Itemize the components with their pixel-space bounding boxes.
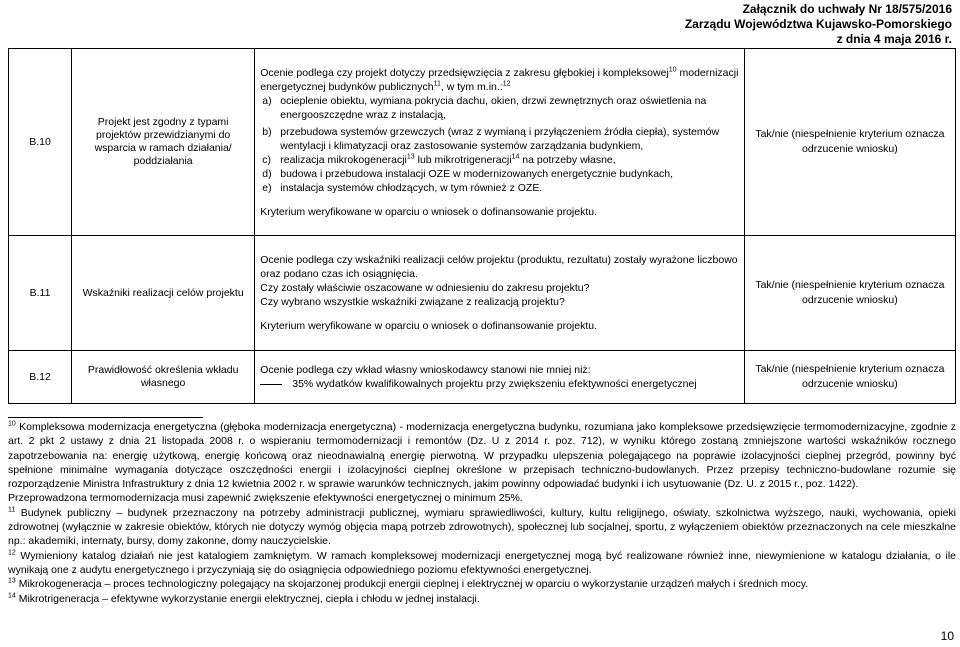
list-text: instalacja systemów chłodzących, w tym również z OZE.: [280, 181, 543, 194]
list-text: lub mikrotrigeneracji: [414, 153, 512, 166]
description-line: Ocenie podlega czy wkład własny wnioskodawcy stanowi nie mniej niż:: [260, 364, 591, 376]
criterion-description: [255, 351, 745, 404]
footnote-number: 10: [8, 420, 16, 428]
footnote-ref: 14: [511, 153, 520, 160]
intro-text: Ocenie podlega czy projekt dotyczy przedsięwzięcia z zakresu głębokiej i kompleksowej: [260, 66, 669, 79]
criterion-name: Projekt jest zgodny z typami projektów przewidzianymi do wsparcia w ramach działania/ poddziałania: [72, 49, 255, 236]
page-number: 10: [940, 629, 954, 643]
list-text: przebudowa systemów grzewczych (wraz z wymianą i przyłączeniem źródła ciepła), systemów wentylacji i klimatyzacji oraz zastosowanie systemów zarządzania budynkiem,: [280, 125, 720, 152]
table-row: [9, 49, 956, 236]
footnote-text: Kompleksowa modernizacja energetyczna (głęboka modernizacja energetyczna) - modernizacja energetyczna budynku, rozumiana jako kompleksowe przedsięwzięcie termomodernizacyjne, zgodnie z art. 2 pkt 2 ustawy z dnia 21 listopada 2008 r. o wspieraniu termomodernizacji i remontów (Dz. U z 2014 r. poz. 712), w wyniku którego zostaną zmniejszone wartości wskaźników rocznego zapotrzebowania na: energię użytkową, energię końcową oraz nieodnawialną energię pierwotną. W przypadku ulepszenia polegającego na poprawie izolacyjności cieplnej przegród, powinny być spełnione minimalne wymagania dotyczące oszczędności energii i izolacyjności cieplnej określone w przepisach techniczno-budowlanych. Przez przepisy techniczno-budowlane rozumie się rozporządzenie Ministra Infrastruktury z dnia 12 kwietnia 2002 r. w sprawie warunków technicznych, jakim powinny odpowiadać budynki i ich usytuowanie (Dz. U. z 2015 r., poz. 1422).: [8, 421, 956, 491]
list-text: realizacja mikrokogeneracji: [280, 153, 407, 166]
criterion-verdict: Tak/nie (niespełnienie kryterium oznacza odrzucenie wniosku): [744, 351, 955, 404]
scope-list: [260, 94, 739, 195]
table-row: [9, 351, 956, 404]
list-item: [260, 167, 739, 181]
list-text: ocieplenie obiektu, wymiana pokrycia dachu, okien, drzwi zewnętrznych oraz oświetlenia na energooszczędne wraz z instalacją,: [280, 94, 707, 121]
criterion-description: [255, 49, 745, 236]
header-line-1: Załącznik do uchwały Nr 18/575/2016: [742, 2, 952, 16]
list-item: [260, 181, 739, 195]
list-label: b): [262, 125, 272, 138]
footnote-ref: 12: [502, 80, 511, 87]
list-label: a): [262, 94, 272, 107]
footnotes: [8, 420, 956, 606]
criterion-verdict: Tak/nie (niespełnienie kryterium oznacza odrzucenie wniosku): [744, 49, 955, 236]
footnote-10-extra: Przeprowadzona termomodernizacja musi zapewnić zwiększenie efektywności energetycznej o minimum 25%.: [8, 492, 523, 505]
description-line: Ocenie podlega czy wskaźniki realizacji celów projektu (produktu, rezultatu) zostały wyrażone liczbowo oraz podano czas ich osiągnięcia.: [260, 254, 738, 280]
description-line: Czy wybrano wszystkie wskaźniki związane z realizacją projektu?: [260, 296, 565, 308]
footnote-ref: 10: [668, 66, 677, 73]
bullet-text: 35% wydatków kwalifikowalnych projektu przy zwiększeniu efektywności energetycznej: [292, 378, 697, 390]
list-item: [260, 125, 739, 153]
footnote-10: [8, 420, 956, 491]
list-label: c): [262, 153, 271, 166]
header-line-2: Zarządu Województwa Kujawsko-Pomorskiego: [684, 17, 952, 31]
bullet-line: [260, 377, 739, 391]
criterion-code: B.10: [9, 49, 72, 236]
intro-text: modernizacji energetycznej budynków publicznych: [260, 66, 739, 93]
criterion-description: [255, 236, 745, 351]
footnote-12: [8, 549, 956, 578]
list-text: budowa i przebudowa instalacji OZE w modernizowanych energetycznie budynkach,: [280, 167, 674, 180]
criteria-table: [8, 48, 956, 404]
footnote-number: 13: [8, 577, 16, 585]
footnote-13: [8, 577, 956, 591]
criterion-name: Wskaźniki realizacji celów projektu: [72, 236, 255, 351]
header-line-3: z dnia 4 maja 2016 r.: [836, 32, 952, 46]
list-text: na potrzeby własne,: [519, 153, 616, 166]
footnote-separator: [8, 417, 203, 418]
footnote-number: 12: [8, 549, 16, 557]
document-header: [685, 2, 952, 47]
dash-bullet-icon: [260, 384, 282, 385]
footnote-number: 14: [8, 592, 16, 600]
criterion-code: B.11: [9, 236, 72, 351]
list-label: e): [262, 181, 272, 194]
verification-note: Kryterium weryfikowane w oparciu o wniosek o dofinansowanie projektu.: [260, 320, 597, 332]
footnote-ref: 11: [433, 80, 441, 87]
criterion-verdict: Tak/nie (niespełnienie kryterium oznacza odrzucenie wniosku): [744, 236, 955, 351]
description-line: Czy zostały właściwie oszacowane w odniesieniu do zakresu projektu?: [260, 282, 590, 294]
intro-text: , w tym m.in.:: [440, 80, 503, 93]
criterion-code: B.12: [9, 351, 72, 404]
footnote-text: Mikrokogeneracja – proces technologiczny polegający na skojarzonej produkcji energii cieplnej i elektrycznej w oparciu o wykorzystanie urządzeń małych i średnich mocy.: [18, 578, 809, 591]
footnote-ref: 13: [406, 153, 415, 160]
verification-note: Kryterium weryfikowane w oparciu o wniosek o dofinansowanie projektu.: [260, 205, 597, 218]
list-item: [260, 153, 739, 167]
footnote-text: Mikrotrigeneracja – efektywne wykorzystanie energii elektrycznej, ciepła i chłodu w jednej instalacji.: [18, 592, 480, 605]
list-label: d): [262, 167, 272, 180]
footnote-text: Budynek publiczny – budynek przeznaczony na potrzeby administracji publicznej, wymiaru sprawiedliwości, kultury, kultu religijnego, oświaty, szkolnictwa wyższego, nauki, wychowania, opieki zdrowotnej (wyłącznie w zakresie obiektów, których nie dotyczy wymóg objęcia mapą potrzeb zdrowotnych), społecznej lub socjalnej, sportu, z wyłączeniem obiektów przeznaczonych na cele mieszkalne np.: akademiki, internaty, bursy, domy zakonne, domy nauczycielskie.: [8, 506, 956, 548]
criterion-intro: [260, 66, 739, 94]
footnote-text: Wymieniony katalog działań nie jest katalogiem zamkniętym. W ramach kompleksowej modernizacji energetycznej mogą być realizowane również inne, niewymienione w katalogu działania, o ile wynikają one z audytu energetycznego i przyczyniają się do osiągnięcia odpowiedniego poziomu efektywności energetycznej.: [8, 549, 957, 576]
criterion-name: Prawidłowość określenia wkładu własnego: [72, 351, 255, 404]
footnote-14: [8, 592, 956, 606]
footnote-11: [8, 506, 956, 549]
footnote-number: 11: [8, 506, 16, 514]
list-item: [260, 94, 739, 122]
table-row: [9, 236, 956, 351]
